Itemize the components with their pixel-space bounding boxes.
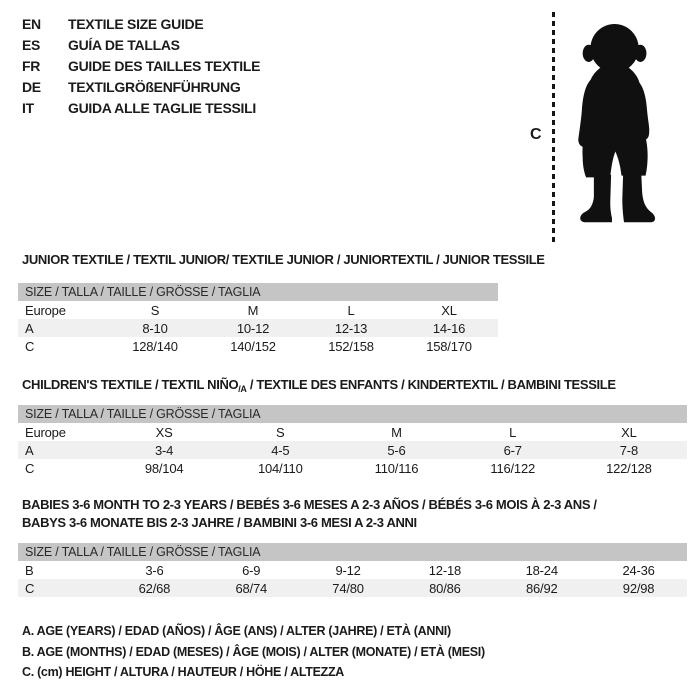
row-label: C [25, 460, 35, 476]
footnote-b-age-months: B. AGE (MONTHS) / EDAD (MESES) / ÂGE (MOIS) / ALTER (MONATE) / ETÀ (MESI) [22, 644, 485, 659]
size-header-cell: M [391, 424, 402, 440]
value-cell: 14-16 [432, 320, 466, 336]
footnote-legend [22, 621, 485, 683]
height-measure-dotted-line [552, 12, 555, 244]
size-header-cell: M [247, 302, 259, 318]
language-row-en [22, 13, 260, 34]
babies-size-header-bar: SIZE / TALLA / TAILLE / GRÖSSE / TAGLIA [18, 543, 687, 561]
table-row-age-years [18, 319, 498, 337]
row-label: C [25, 580, 35, 596]
value-cell: 104/110 [257, 460, 303, 476]
row-label: C [25, 338, 35, 354]
height-measure-label: C [530, 126, 542, 143]
language-row-fr [22, 55, 260, 76]
table-row-height-cm [18, 579, 687, 597]
value-cell: 92/98 [622, 580, 655, 596]
value-cell: 3-6 [145, 562, 164, 578]
size-header-cell: XL [621, 424, 637, 440]
footnote-a-age-years: A. AGE (YEARS) / EDAD (AÑOS) / ÂGE (ANS) / ALTER (JAHRE) / ETÀ (ANNI) [22, 624, 451, 638]
table-row-europe [18, 301, 498, 319]
value-cell: 62/68 [138, 580, 171, 596]
junior-table-title: JUNIOR TEXTILE / TEXTIL JUNIOR/ TEXTILE JUNIOR / JUNIORTEXTIL / JUNIOR TESSILE [22, 252, 545, 267]
table-row-height-cm [18, 459, 687, 477]
value-cell: 86/92 [525, 580, 558, 596]
language-row-es [22, 34, 260, 55]
value-cell: 122/128 [606, 460, 652, 476]
value-cell: 158/170 [426, 338, 472, 354]
value-cell: 18-24 [525, 562, 558, 578]
babies-title-line1: BABIES 3-6 MONTH TO 2-3 YEARS / BEBÉS 3-6 MESES A 2-3 AÑOS / BÉBÉS 3-6 MOIS À 2-3 ANS / [22, 497, 597, 512]
babies-table-title [22, 496, 597, 531]
children-size-header-bar: SIZE / TALLA / TAILLE / GRÖSSE / TAGLIA [18, 405, 687, 423]
toddler-silhouette-icon [562, 8, 674, 246]
babies-title-line2: BABYS 3-6 MONATE BIS 2-3 JAHRE / BAMBINI 3-6 MESI A 2-3 ANNI [22, 514, 417, 530]
row-label: A [25, 442, 34, 458]
value-cell: 152/158 [328, 338, 374, 354]
babies-size-table [18, 543, 687, 597]
language-code: DE [22, 78, 41, 95]
row-label: B [25, 562, 34, 578]
value-cell: 8-10 [142, 320, 168, 336]
table-row-age-months [18, 561, 687, 579]
value-cell: 24-36 [622, 562, 655, 578]
language-title-list [22, 13, 260, 118]
language-code: IT [22, 99, 34, 116]
value-cell: 12-18 [428, 562, 462, 578]
footnote-c-height-cm: C. (cm) HEIGHT / ALTURA / HAUTEUR / HÖHE / ALTEZZA [22, 665, 345, 679]
row-label: Europe [25, 302, 66, 318]
language-code: ES [22, 36, 41, 53]
table-row-height-cm [18, 337, 498, 355]
size-header-cell: L [509, 424, 517, 440]
junior-size-header-bar: SIZE / TALLA / TAILLE / GRÖSSE / TAGLIA [18, 283, 498, 301]
value-cell: 140/152 [230, 338, 276, 354]
value-cell: 4-5 [271, 442, 290, 458]
table-row-age-years [18, 441, 687, 459]
language-code: FR [22, 57, 41, 74]
language-row-de [22, 76, 260, 97]
title-segment: / TEXTILE DES ENFANTS / KINDERTEXTIL / BAMBINI TESSILE [246, 377, 616, 392]
value-cell: 12-13 [334, 320, 368, 336]
children-table-title [22, 377, 616, 394]
value-cell: 6-7 [503, 442, 522, 458]
row-label: A [25, 320, 34, 336]
guide-title-de: TEXTILGRÖßENFÜHRUNG [68, 78, 241, 95]
row-label: Europe [25, 424, 66, 440]
value-cell: 9-12 [335, 562, 361, 578]
value-cell: 5-6 [387, 442, 406, 458]
size-header-cell: S [276, 424, 285, 440]
value-cell: 110/116 [374, 460, 419, 476]
guide-title-fr: GUIDE DES TAILLES TEXTILE [68, 57, 261, 74]
value-cell: 74/80 [332, 580, 364, 596]
size-header-cell: XL [441, 302, 457, 318]
value-cell: 128/140 [132, 338, 178, 354]
guide-title-es: GUÍA DE TALLAS [68, 36, 180, 53]
guide-title-en: TEXTILE SIZE GUIDE [68, 15, 204, 32]
value-cell: 10-12 [236, 320, 270, 336]
title-subscript: /A [238, 384, 247, 394]
language-code: EN [22, 15, 41, 32]
language-row-it [22, 97, 260, 118]
value-cell: 68/74 [235, 580, 268, 596]
junior-size-table [18, 283, 498, 355]
table-row-europe [18, 423, 687, 441]
children-size-table [18, 405, 687, 477]
value-cell: 116/122 [490, 460, 536, 476]
size-header-cell: L [347, 302, 355, 318]
title-segment: CHILDREN'S TEXTILE / TEXTIL NIÑO [22, 377, 239, 392]
value-cell: 6-9 [242, 562, 261, 578]
size-header-cell: XS [155, 424, 173, 440]
value-cell: 98/104 [144, 460, 184, 476]
size-header-cell: S [150, 302, 160, 318]
value-cell: 7-8 [619, 442, 638, 458]
value-cell: 3-4 [154, 442, 174, 458]
value-cell: 80/86 [429, 580, 461, 596]
guide-title-it: GUIDA ALLE TAGLIE TESSILI [68, 99, 256, 116]
